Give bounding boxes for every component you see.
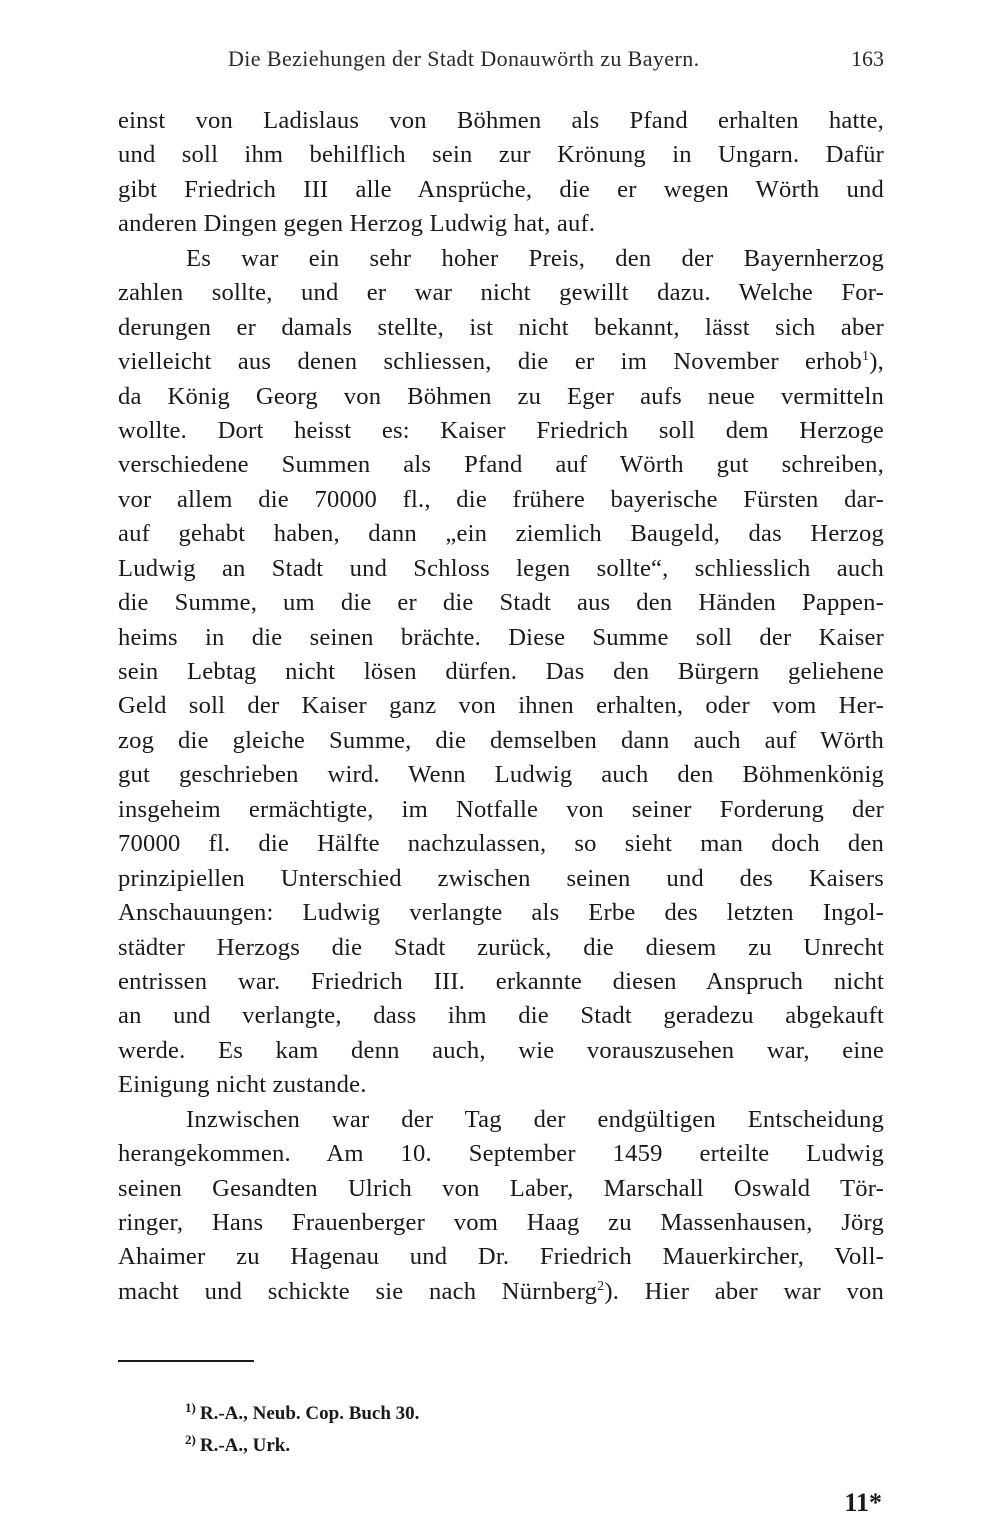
text-line: Ludwig an Stadt und Schloss legen sollte“, schliesslich auch: [118, 554, 884, 582]
text-segment: ),: [869, 348, 884, 376]
paragraph-3: [118, 1103, 884, 1310]
footnote-text: R.-A., Neub. Cop. Buch 30.: [199, 1403, 420, 1424]
text-line: insgeheim ermächtigte, im Notfalle von seiner Forderung der: [118, 795, 884, 823]
text-line: verschiedene Summen als Pfand auf Wörth gut schreiben,: [118, 451, 884, 479]
text-segment: macht und schickte sie nach Nürnberg: [118, 1277, 598, 1305]
signature-mark: 11*: [844, 1488, 882, 1517]
text-line: vor allem die 70000 fl., die frühere bayerische Fürsten dar-: [118, 485, 884, 513]
text-line: ringer, Hans Frauenberger vom Haag zu Massenhausen, Jörg: [118, 1209, 884, 1236]
text-line: heims in die seinen brächte. Diese Summe soll der Kaiser: [118, 623, 884, 651]
text-line-with-footnote: [118, 345, 884, 379]
text-line: gut geschrieben wird. Wenn Ludwig auch den Böhmenkönig: [118, 761, 884, 789]
footnotes: [185, 1398, 785, 1462]
text-line: derungen er damals stellte, ist nicht bekannt, lässt sich aber: [118, 313, 884, 341]
text-line: Ahaimer zu Hagenau und Dr. Friedrich Mauerkircher, Voll-: [118, 1243, 884, 1271]
text-line: auf gehabt haben, dann „ein ziemlich Baugeld, das Herzog: [118, 520, 884, 548]
text-line: zog die gleiche Summe, die demselben dann auch auf Wörth: [118, 726, 884, 754]
footnote-text: R.-A., Urk.: [199, 1435, 291, 1456]
paragraph-1: [118, 104, 884, 242]
text-line: seinen Gesandten Ulrich von Laber, Marschall Oswald Tör-: [118, 1174, 884, 1202]
footnote-mark: 2): [185, 1432, 196, 1447]
paragraph-2: [118, 242, 884, 1103]
text-line: städter Herzogs die Stadt zurück, die diesem zu Unrecht: [118, 933, 884, 961]
text-segment: vielleicht aus denen schliessen, die er im November erhob: [118, 348, 863, 376]
text-line: 70000 fl. die Hälfte nachzulassen, so sieht man doch den: [118, 830, 884, 858]
text-line: prinzipiellen Unterschied zwischen seinen und des Kaisers: [118, 864, 884, 892]
footnote-divider: [118, 1360, 254, 1362]
body-text: [118, 104, 884, 1309]
text-line: an und verlangte, dass ihm die Stadt geradezu abgekauft: [118, 1002, 884, 1030]
text-line: herangekommen. Am 10. September 1459 erteilte Ludwig: [118, 1140, 884, 1168]
running-title: Die Beziehungen der Stadt Donauwörth zu Bayern.: [228, 46, 700, 71]
text-line: entrissen war. Friedrich III. erkannte diesen Anspruch nicht: [118, 967, 884, 995]
text-line: Einigung nicht zustande.: [118, 1071, 367, 1099]
footnote-mark: 1): [185, 1400, 196, 1415]
text-line: Geld soll der Kaiser ganz von ihnen erhalten, oder vom Her-: [118, 692, 884, 720]
text-line: gibt Friedrich III alle Ansprüche, die er wegen Wörth und: [118, 175, 884, 203]
text-line: werde. Es kam denn auch, wie vorauszusehen war, eine: [118, 1036, 884, 1064]
text-line: da König Georg von Böhmen zu Eger aufs neue vermitteln: [118, 382, 884, 410]
text-line: Anschauungen: Ludwig verlangte als Erbe des letzten Ingol-: [118, 899, 884, 927]
text-line: wollte. Dort heisst es: Kaiser Friedrich soll dem Herzoge: [118, 416, 884, 444]
page-number: 163: [851, 46, 884, 71]
text-line: die Summe, um die er die Stadt aus den Händen Pappen-: [118, 589, 884, 617]
footnote-ref-1[interactable]: 1: [862, 349, 870, 365]
text-line: Inzwischen war der Tag der endgültigen Entscheidung: [186, 1105, 884, 1133]
text-line: anderen Dingen gegen Herzog Ludwig hat, auf.: [118, 210, 596, 238]
text-line: sein Lebtag nicht lösen dürfen. Das den Bürgern geliehene: [118, 658, 884, 685]
text-line-with-footnote: [118, 1275, 884, 1309]
footnote-2: [185, 1430, 785, 1462]
text-line: einst von Ladislaus von Böhmen als Pfand erhalten hatte,: [118, 107, 884, 134]
footnote-ref-2[interactable]: 2: [597, 1278, 605, 1294]
text-line: und soll ihm behilflich sein zur Krönung in Ungarn. Dafür: [118, 141, 884, 169]
text-line: Es war ein sehr hoher Preis, den der Bayernherzog: [186, 244, 884, 272]
text-line: zahlen sollte, und er war nicht gewillt dazu. Welche For-: [118, 279, 884, 307]
footnote-1: [185, 1398, 785, 1430]
text-segment: ). Hier aber war von: [604, 1277, 884, 1305]
running-header: [118, 40, 884, 80]
